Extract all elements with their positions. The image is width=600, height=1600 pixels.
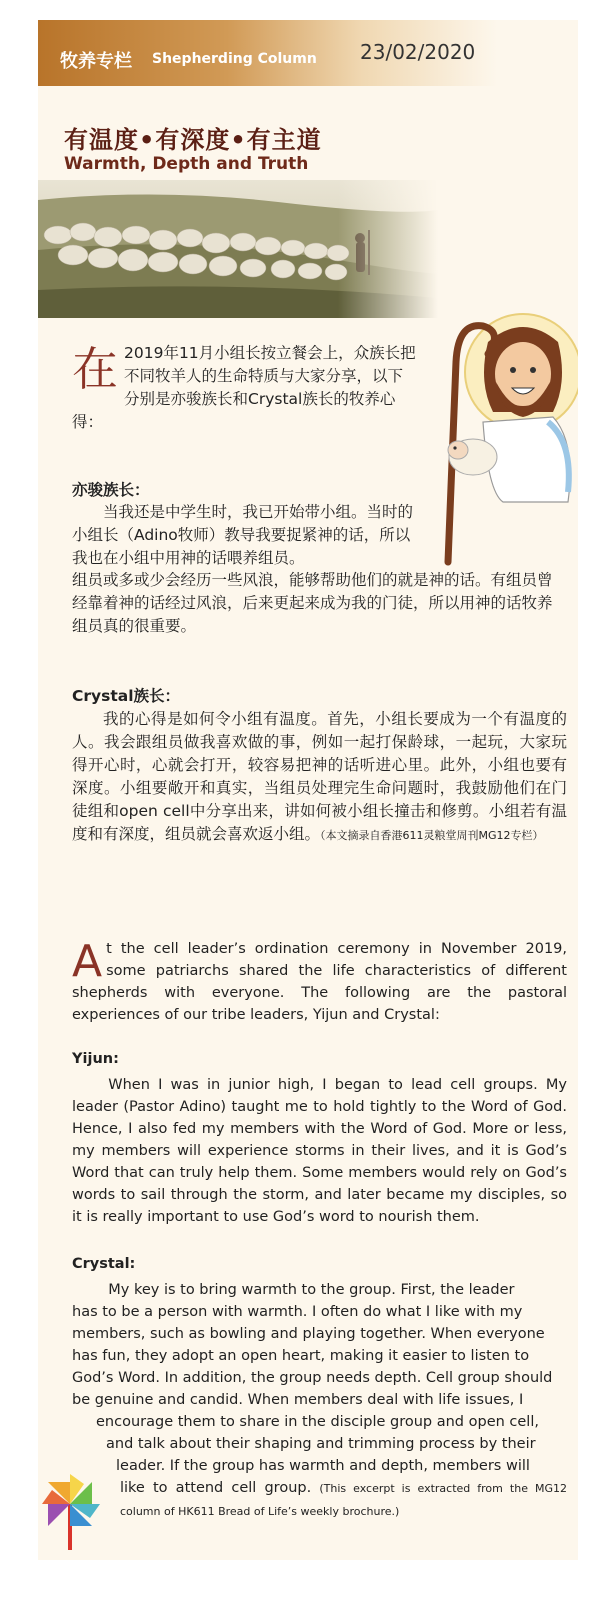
article-title-zh: 有温度•有深度•有主道	[64, 126, 322, 154]
bulletin-page	[38, 20, 578, 1560]
article-title-en: Warmth, Depth and Truth	[64, 154, 309, 174]
en-intro-text: t the cell leader’s ordination ceremony in November 2019, some patriarchs shared the life characteristics of different shepherds with everyone. The following are the pastoral experiences of our tribe leaders, Yijun and Crystal:	[72, 941, 567, 1023]
column-header	[38, 20, 578, 86]
zh-section1-heading: 亦骏族长：	[72, 481, 150, 499]
en-section2-line: be genuine and candid. When members deal with life issues, I	[72, 1392, 524, 1408]
zh-section2-text: 我的心得是如何令小组有温度。首先，小组长要成为一个有温度的人。我会跟组员做我喜欢做的事，例如一起打保龄球，一起玩，大家玩得开心时，心就会打开，较容易把神的话听进心里。此外，小组也要有深度。小组要敞开和真实，当组员处理完生命问题时，我鼓励他们在门徒组和open cell中分享出来，讲如何被小组长撞击和修剪。小组若有温度和有深度，组员就会喜欢返小组。	[72, 710, 567, 843]
zh-intro-text: 2019年11月小组长按立餐会上，众族长把不同牧羊人的生命特质与大家分享，以下分别是亦骏族长和Crystal族长的牧养心得：	[72, 344, 416, 431]
shepherd-jesus-illustration	[428, 312, 578, 572]
zh-section2-paragraph	[72, 708, 567, 847]
en-section2-line: encourage them to share in the disciple group and open cell,	[96, 1414, 539, 1430]
en-section1-text: When I was in junior high, I began to lead cell groups. My leader (Pastor Adino) taught me to hold tightly to the Word of God. Hence, I also fed my members with the Word of God. More or less, my members will experience storms in their lives, and it is God’s Word that can truly help them. Some members would rely on God’s words to sail through the storm, and later became my disciples, so it is really important to use God’s word to nourish them.	[72, 1077, 567, 1225]
pinwheel-logo	[38, 1460, 112, 1550]
zh-intro-paragraph	[72, 342, 417, 434]
column-title-en: Shepherding Column	[152, 51, 317, 67]
en-section2-line: God’s Word. In addition, the group needs depth. Cell group should	[72, 1370, 553, 1386]
en-section2-heading: Crystal:	[72, 1256, 136, 1272]
en-dropcap: A	[72, 936, 103, 987]
en-source-note: (This excerpt is extracted from the MG12 column of HK611 Bread of Life’s weekly brochure.)	[120, 1482, 567, 1518]
zh-source-note: （本文摘录自香港611灵粮堂周刊MG12专栏）	[320, 829, 544, 842]
zh-section2-heading: Crystal族长：	[72, 687, 181, 705]
en-section1-heading: Yijun:	[72, 1051, 119, 1067]
en-section2-line: has fun, they adopt an open heart, making it easier to listen to	[72, 1348, 530, 1364]
en-section2-line: My key is to bring warmth to the group. First, the leader	[108, 1282, 515, 1298]
zh-section1-text-part1: 当我还是中学生时，我已开始带小组。当时的小组长（Adino牧师）教导我要捉紧神的话，所以我也在小组中用神的话喂养组员。	[72, 503, 414, 567]
en-section2-line: and talk about their shaping and trimming process by their	[106, 1436, 536, 1452]
en-section2-line: members, such as bowling and playing together. When everyone	[72, 1326, 545, 1342]
zh-section1-text-part2: 组员或多或少会经历一些风浪，能够帮助他们的就是神的话。有组员曾经靠着神的话经过风浪，后来更起来成为我的门徒，所以用神的话牧养组员真的很重要。	[72, 571, 553, 635]
shepherd-with-sheep-photo	[38, 180, 438, 318]
zh-dropcap: 在	[72, 342, 118, 396]
issue-date: 23/02/2020	[360, 40, 476, 64]
en-section2-paragraph	[72, 1279, 567, 1523]
en-section2-line: leader. If the group has warmth and depth, members will	[116, 1458, 530, 1474]
en-section2-line: like to attend cell group.	[120, 1480, 312, 1496]
en-section2-line: has to be a person with warmth. I often do what I like with my	[72, 1304, 523, 1320]
en-intro-paragraph	[72, 938, 567, 1026]
column-title-zh: 牧养专栏	[60, 51, 132, 72]
